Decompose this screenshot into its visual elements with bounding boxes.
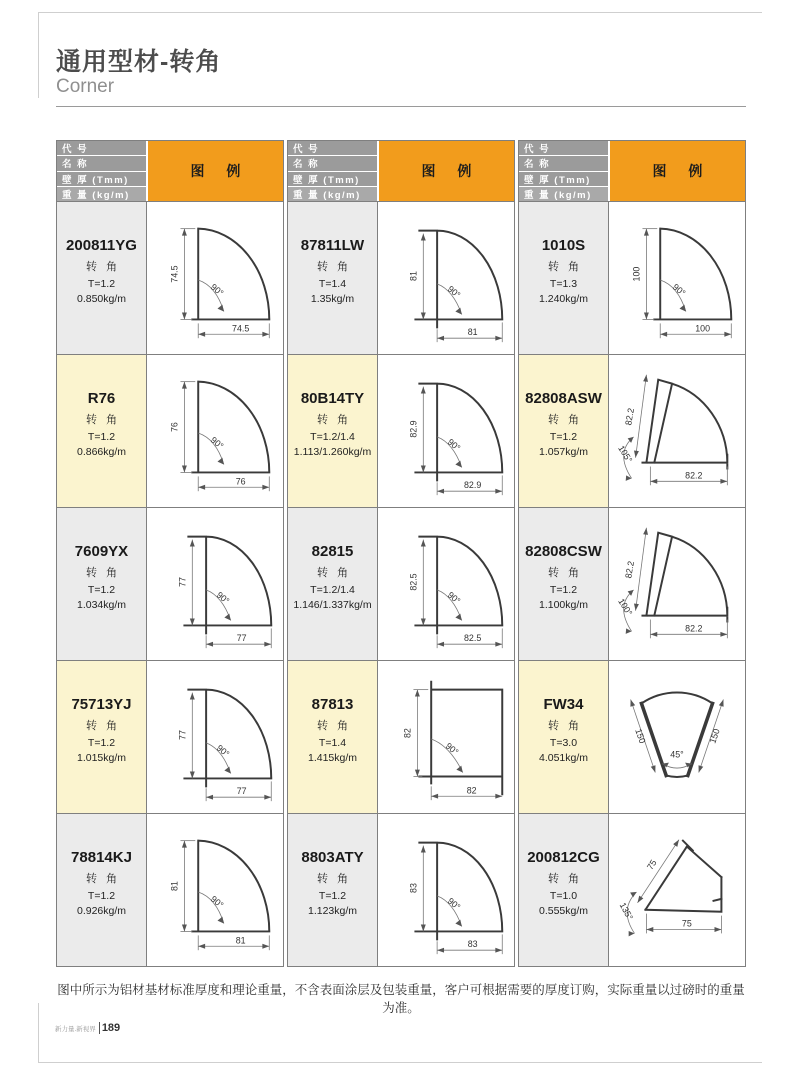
corner-profile-drawing bbox=[379, 662, 513, 812]
product-cell bbox=[519, 507, 745, 660]
dim-vertical-label: 83 bbox=[408, 883, 419, 893]
product-weight: 1.146/1.337kg/m bbox=[293, 599, 372, 611]
bottom-rule bbox=[38, 1062, 762, 1063]
product-cell bbox=[288, 201, 514, 354]
page-footer bbox=[55, 1022, 120, 1034]
product-info bbox=[57, 661, 147, 813]
dim-vertical-label: 74.5 bbox=[169, 265, 180, 283]
angle-label: 90° bbox=[445, 895, 463, 913]
header-legend: 图 例 bbox=[610, 141, 745, 201]
angle-label: 90° bbox=[443, 740, 461, 758]
product-weight: 1.034kg/m bbox=[76, 599, 127, 611]
product-thickness: T=1.2 bbox=[549, 431, 578, 443]
corner-profile-drawing bbox=[610, 509, 744, 659]
header-name: 名 称 bbox=[57, 156, 146, 170]
product-table bbox=[56, 140, 746, 967]
product-weight: 0.555kg/m bbox=[538, 905, 589, 917]
product-code: 82815 bbox=[311, 543, 354, 560]
product-cell bbox=[57, 507, 283, 660]
angle-label: 90° bbox=[208, 434, 226, 452]
corner-profile-drawing bbox=[610, 203, 744, 353]
product-thickness: T=1.2 bbox=[549, 584, 578, 596]
corner-profile-drawing bbox=[148, 356, 282, 506]
group-header bbox=[288, 141, 514, 201]
angle-label: 90° bbox=[445, 589, 463, 607]
dim-horizontal-label: 82 bbox=[466, 785, 477, 796]
product-weight: 0.926kg/m bbox=[76, 905, 127, 917]
product-info bbox=[288, 508, 378, 660]
product-info bbox=[288, 814, 378, 966]
dim-vertical-label: 77 bbox=[177, 577, 188, 587]
page-title: 通用型材-转角 bbox=[56, 48, 222, 76]
corner-profile-drawing bbox=[610, 815, 744, 965]
product-diagram bbox=[378, 202, 514, 354]
dim-horizontal-label: 77 bbox=[236, 633, 247, 644]
corner-profile-drawing bbox=[148, 203, 282, 353]
product-code: 82808CSW bbox=[525, 543, 602, 560]
product-info bbox=[288, 355, 378, 507]
dim-horizontal-label: 82.2 bbox=[685, 470, 703, 481]
corner-profile-drawing bbox=[379, 815, 513, 965]
product-weight: 1.240kg/m bbox=[538, 293, 589, 305]
header-code: 代 号 bbox=[288, 141, 377, 155]
product-cell bbox=[57, 660, 283, 813]
dim-horizontal-label: 81 bbox=[467, 327, 478, 338]
footnote: 图中所示为铝材基材标准厚度和理论重量，不含表面涂层及包装重量，客户可根据需要的厚度订购，实际重量以过磅时的重量为准。 bbox=[57, 983, 745, 1015]
product-cell bbox=[288, 354, 514, 507]
product-name: 转 角 bbox=[316, 720, 352, 732]
bottom-left-rule bbox=[38, 1003, 39, 1063]
product-weight: 1.35kg/m bbox=[310, 293, 355, 305]
product-weight: 0.866kg/m bbox=[76, 446, 127, 458]
product-cell bbox=[519, 813, 745, 966]
product-thickness: T=1.4 bbox=[318, 737, 347, 749]
product-name: 转 角 bbox=[547, 261, 583, 273]
product-code: 8803ATY bbox=[301, 849, 364, 866]
product-thickness: T=1.2 bbox=[318, 890, 347, 902]
product-name: 转 角 bbox=[85, 720, 121, 732]
column-group-1 bbox=[56, 140, 284, 967]
footer-brand: 新力量.新视界 bbox=[55, 1025, 96, 1033]
product-name: 转 角 bbox=[547, 414, 583, 426]
product-name: 转 角 bbox=[547, 567, 583, 579]
product-code: 200812CG bbox=[527, 849, 600, 866]
angle-label: 100° bbox=[616, 596, 635, 618]
angle-label: 105° bbox=[616, 443, 635, 465]
product-weight: 1.015kg/m bbox=[76, 752, 127, 764]
corner-profile-drawing bbox=[379, 509, 513, 659]
product-diagram bbox=[147, 661, 283, 813]
product-code: R76 bbox=[87, 390, 116, 407]
product-info bbox=[519, 661, 609, 813]
product-info bbox=[57, 355, 147, 507]
product-info bbox=[288, 202, 378, 354]
product-code: 87811LW bbox=[300, 237, 365, 254]
dim-horizontal-label: 82.9 bbox=[464, 480, 482, 491]
corner-profile-drawing bbox=[148, 662, 282, 812]
product-code: 200811YG bbox=[66, 237, 137, 254]
header-code: 代 号 bbox=[519, 141, 608, 155]
product-thickness: T=1.2 bbox=[87, 278, 116, 290]
angle-label: 90° bbox=[208, 281, 226, 299]
header-legend: 图 例 bbox=[379, 141, 514, 201]
corner-profile-drawing bbox=[379, 356, 513, 506]
page-subtitle: Corner bbox=[56, 76, 115, 97]
product-thickness: T=1.2 bbox=[87, 584, 116, 596]
product-name: 转 角 bbox=[316, 261, 352, 273]
product-weight: 1.100kg/m bbox=[538, 599, 589, 611]
angle-label: 90° bbox=[445, 283, 463, 301]
dim-horizontal-label: 77 bbox=[236, 786, 247, 797]
product-code: 75713YJ bbox=[71, 696, 132, 713]
dim-horizontal-label: 74.5 bbox=[232, 323, 250, 334]
product-name: 转 角 bbox=[547, 873, 583, 885]
angle-label: 90° bbox=[670, 281, 688, 299]
corner-profile-drawing bbox=[610, 356, 744, 506]
dim-vertical-label: 100 bbox=[631, 266, 642, 282]
header-legend: 图 例 bbox=[148, 141, 283, 201]
product-weight: 0.850kg/m bbox=[76, 293, 127, 305]
product-name: 转 角 bbox=[316, 414, 352, 426]
title-divider bbox=[56, 106, 746, 107]
product-diagram bbox=[147, 355, 283, 507]
header-name: 名 称 bbox=[288, 156, 377, 170]
header-weight: 重 量 (kg/m) bbox=[57, 187, 146, 201]
product-code: FW34 bbox=[543, 696, 584, 713]
product-info bbox=[519, 355, 609, 507]
dim-slant-label: 75 bbox=[644, 857, 659, 872]
product-thickness: T=1.2/1.4 bbox=[310, 431, 355, 443]
product-diagram bbox=[147, 508, 283, 660]
product-thickness: T=1.2/1.4 bbox=[310, 584, 355, 596]
product-info bbox=[288, 661, 378, 813]
product-cell bbox=[519, 660, 745, 813]
dim-left-label: 150 bbox=[633, 727, 648, 745]
angle-label: 45° bbox=[670, 749, 684, 760]
dim-vertical-label: 82 bbox=[402, 728, 413, 738]
product-code: 7609YX bbox=[74, 543, 129, 560]
product-thickness: T=1.4 bbox=[318, 278, 347, 290]
header-labels bbox=[519, 141, 610, 201]
product-thickness: T=1.3 bbox=[549, 278, 578, 290]
product-diagram bbox=[609, 508, 745, 660]
product-name: 转 角 bbox=[85, 414, 121, 426]
header-thickness: 壁 厚 (Tmm) bbox=[288, 172, 377, 186]
product-name: 转 角 bbox=[547, 720, 583, 732]
header-name: 名 称 bbox=[519, 156, 608, 170]
product-code: 1010S bbox=[541, 237, 586, 254]
product-name: 转 角 bbox=[85, 261, 121, 273]
product-weight: 1.415kg/m bbox=[307, 752, 358, 764]
top-rule bbox=[38, 12, 762, 13]
product-thickness: T=3.0 bbox=[549, 737, 578, 749]
angle-label: 135° bbox=[617, 900, 636, 922]
product-thickness: T=1.0 bbox=[549, 890, 578, 902]
page-number: 189 bbox=[99, 1022, 120, 1034]
dim-slant-label: 82.2 bbox=[623, 407, 637, 427]
product-info bbox=[57, 814, 147, 966]
product-diagram bbox=[609, 202, 745, 354]
product-code: 87813 bbox=[311, 696, 354, 713]
product-code: 78814KJ bbox=[71, 849, 132, 866]
product-cell bbox=[288, 660, 514, 813]
product-info bbox=[519, 202, 609, 354]
product-code: 80B14TY bbox=[300, 390, 365, 407]
header-weight: 重 量 (kg/m) bbox=[288, 187, 377, 201]
corner-profile-drawing bbox=[148, 509, 282, 659]
header-weight: 重 量 (kg/m) bbox=[519, 187, 608, 201]
product-name: 转 角 bbox=[85, 567, 121, 579]
product-name: 转 角 bbox=[316, 873, 352, 885]
corner-profile-drawing bbox=[379, 203, 513, 353]
product-cell bbox=[519, 201, 745, 354]
product-cell bbox=[288, 507, 514, 660]
product-weight: 1.057kg/m bbox=[538, 446, 589, 458]
dim-slant-label: 82.2 bbox=[623, 560, 637, 580]
product-thickness: T=1.2 bbox=[87, 737, 116, 749]
product-info bbox=[519, 508, 609, 660]
dim-vertical-label: 81 bbox=[169, 881, 180, 891]
header-labels bbox=[57, 141, 148, 201]
dim-horizontal-label: 83 bbox=[467, 939, 478, 950]
product-cell bbox=[288, 813, 514, 966]
dim-horizontal-label: 75 bbox=[681, 918, 692, 929]
product-name: 转 角 bbox=[85, 873, 121, 885]
dim-vertical-label: 82.9 bbox=[408, 420, 419, 438]
product-diagram bbox=[378, 508, 514, 660]
column-group-2 bbox=[287, 140, 515, 967]
product-cell bbox=[57, 201, 283, 354]
corner-profile-drawing bbox=[610, 662, 744, 812]
product-weight: 1.113/1.260kg/m bbox=[293, 446, 372, 458]
product-weight: 4.051kg/m bbox=[538, 752, 589, 764]
product-info bbox=[57, 508, 147, 660]
dim-vertical-label: 76 bbox=[169, 422, 180, 432]
header-labels bbox=[288, 141, 379, 201]
angle-label: 90° bbox=[445, 436, 463, 454]
product-diagram bbox=[609, 661, 745, 813]
header-thickness: 壁 厚 (Tmm) bbox=[57, 172, 146, 186]
product-diagram bbox=[378, 355, 514, 507]
product-name: 转 角 bbox=[316, 567, 352, 579]
corner-profile-drawing bbox=[148, 815, 282, 965]
product-weight: 1.123kg/m bbox=[307, 905, 358, 917]
angle-label: 90° bbox=[214, 589, 232, 607]
product-diagram bbox=[609, 355, 745, 507]
top-left-rule bbox=[38, 12, 39, 98]
product-thickness: T=1.2 bbox=[87, 890, 116, 902]
product-diagram bbox=[378, 661, 514, 813]
product-cell bbox=[519, 354, 745, 507]
dim-right-label: 150 bbox=[707, 727, 722, 745]
dim-vertical-label: 82.5 bbox=[408, 573, 419, 591]
product-info bbox=[519, 814, 609, 966]
group-header bbox=[57, 141, 283, 201]
product-diagram bbox=[147, 202, 283, 354]
header-thickness: 壁 厚 (Tmm) bbox=[519, 172, 608, 186]
dim-horizontal-label: 81 bbox=[235, 935, 246, 946]
header-code: 代 号 bbox=[57, 141, 146, 155]
column-group-3 bbox=[518, 140, 746, 967]
group-header bbox=[519, 141, 745, 201]
product-cell bbox=[57, 354, 283, 507]
dim-horizontal-label: 82.5 bbox=[464, 633, 482, 644]
product-diagram bbox=[378, 814, 514, 966]
product-diagram bbox=[147, 814, 283, 966]
product-cell bbox=[57, 813, 283, 966]
product-diagram bbox=[609, 814, 745, 966]
product-thickness: T=1.2 bbox=[87, 431, 116, 443]
product-code: 82808ASW bbox=[525, 390, 602, 407]
product-info bbox=[57, 202, 147, 354]
dim-vertical-label: 81 bbox=[408, 271, 419, 281]
dim-vertical-label: 77 bbox=[177, 730, 188, 740]
dim-horizontal-label: 82.2 bbox=[685, 623, 703, 634]
dim-horizontal-label: 76 bbox=[235, 476, 246, 487]
dim-horizontal-label: 100 bbox=[695, 323, 711, 334]
angle-label: 90° bbox=[208, 893, 226, 911]
angle-label: 90° bbox=[214, 742, 232, 760]
